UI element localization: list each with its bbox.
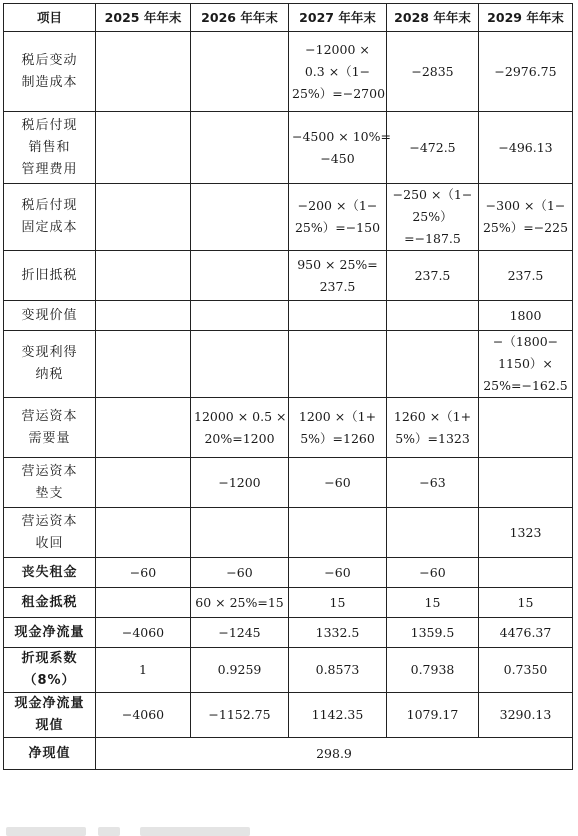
blurred-text-1 — [6, 827, 86, 836]
header-year-2028: 2028 年年末 — [387, 4, 479, 32]
value-cell — [96, 558, 191, 588]
table-row — [4, 398, 573, 458]
value-line: 1 — [139, 662, 147, 677]
value-line: −200 ×（1− — [297, 198, 378, 213]
value-cell — [191, 458, 289, 508]
value-line: 25%）=−2700 — [292, 85, 386, 101]
row-label-line: 垫支 — [35, 485, 64, 501]
value-cell — [289, 458, 387, 508]
row-label-line: （8%） — [23, 673, 76, 688]
value-cell — [479, 331, 573, 398]
value-cell — [387, 398, 479, 458]
empty-cell — [96, 251, 191, 301]
row-label-line: 营运资本 — [21, 513, 78, 529]
value-line: 5%）=1260 — [300, 430, 375, 446]
row-label-line: 销售和 — [28, 139, 71, 155]
row-label-line: 变现价值 — [21, 307, 78, 323]
empty-cell — [96, 458, 191, 508]
row-label-line: 固定成本 — [21, 220, 78, 235]
value-cell — [289, 184, 387, 251]
row-label — [4, 648, 96, 693]
value-line: −300 ×（1− — [485, 198, 566, 213]
value-line: −2835 — [411, 63, 454, 79]
table-body — [4, 32, 573, 738]
value-line: −60 — [324, 474, 351, 490]
value-line: 1142.35 — [311, 707, 364, 722]
empty-cell — [191, 301, 289, 331]
empty-cell — [479, 458, 573, 508]
value-cell — [387, 184, 479, 251]
value-line: 0.3 ×（1− — [304, 63, 371, 79]
empty-cell — [96, 301, 191, 331]
value-cell — [289, 558, 387, 588]
value-line: 4476.37 — [499, 624, 552, 640]
table-row — [4, 508, 573, 558]
header-year-2026: 2026 年年末 — [191, 4, 289, 32]
row-label-line: 税后付现 — [21, 117, 78, 133]
table-row — [4, 184, 573, 251]
empty-cell — [387, 301, 479, 331]
empty-cell — [191, 32, 289, 112]
value-line: −60 — [419, 564, 446, 580]
value-cell — [387, 32, 479, 112]
empty-cell — [387, 508, 479, 558]
value-cell — [289, 618, 387, 648]
table-row — [4, 251, 573, 301]
empty-cell — [191, 184, 289, 251]
table-row — [4, 112, 573, 184]
value-line: 0.7350 — [503, 662, 548, 677]
value-line: 15 — [329, 594, 346, 610]
value-line: −2976.75 — [494, 63, 557, 79]
value-line: 3290.13 — [499, 707, 552, 722]
empty-cell — [191, 331, 289, 398]
table-row — [4, 331, 573, 398]
row-label-line: 税后付现 — [21, 198, 78, 213]
row-label — [4, 618, 96, 648]
row-label — [4, 588, 96, 618]
value-line: −4500 × 10%= — [292, 128, 391, 144]
row-label-line: 现值 — [35, 718, 64, 733]
value-line: −1152.75 — [208, 707, 271, 722]
npv-label: 净现值 — [4, 738, 96, 770]
value-line: −4060 — [121, 624, 165, 640]
value-line: −250 ×（1− — [392, 187, 473, 202]
value-cell — [479, 648, 573, 693]
npv-value: 298.9 — [96, 738, 573, 770]
empty-cell — [479, 558, 573, 588]
value-cell — [479, 588, 573, 618]
value-line: 950 × 25%= — [297, 256, 378, 272]
row-label — [4, 251, 96, 301]
value-line: −496.13 — [498, 139, 553, 155]
value-line: −450 — [320, 150, 355, 166]
header-year-2025: 2025 年年末 — [96, 4, 191, 32]
header-item: 项目 — [4, 4, 96, 32]
empty-cell — [96, 588, 191, 618]
value-cell — [387, 558, 479, 588]
empty-cell — [96, 112, 191, 184]
value-cell — [289, 693, 387, 738]
row-label-line: 营运资本 — [21, 408, 78, 424]
empty-cell — [191, 508, 289, 558]
value-line: −12000 × — [305, 41, 370, 57]
value-cell — [387, 588, 479, 618]
table-row — [4, 458, 573, 508]
value-line: 12000 × 0.5 × — [194, 408, 287, 424]
value-line: 5%）=1323 — [395, 430, 470, 446]
row-label-line: 制造成本 — [21, 74, 78, 90]
table-row — [4, 588, 573, 618]
value-cell — [289, 251, 387, 301]
value-line: −60 — [324, 564, 351, 580]
row-label-line: 收回 — [35, 535, 64, 551]
value-cell — [191, 558, 289, 588]
value-cell — [289, 648, 387, 693]
row-label-line: 现金净流量 — [14, 696, 85, 711]
table-row — [4, 693, 573, 738]
row-label — [4, 693, 96, 738]
npv-cashflow-table-sheet — [3, 3, 573, 770]
row-label-line: 税后变动 — [21, 52, 78, 68]
npv-row — [4, 738, 573, 770]
value-cell — [289, 32, 387, 112]
value-line: −1200 — [218, 474, 261, 490]
value-cell — [479, 301, 573, 331]
row-label-line: 纳税 — [35, 367, 64, 382]
empty-cell — [96, 32, 191, 112]
value-cell — [191, 588, 289, 618]
value-line: 60 × 25%=15 — [195, 594, 284, 610]
empty-cell — [289, 508, 387, 558]
value-cell — [479, 32, 573, 112]
value-line: 1332.5 — [315, 624, 360, 640]
row-label-line: 租金抵税 — [21, 594, 78, 610]
value-line: 237.5 — [507, 267, 544, 283]
row-label — [4, 458, 96, 508]
row-label — [4, 301, 96, 331]
row-label — [4, 112, 96, 184]
table-row — [4, 32, 573, 112]
value-line: 25%） — [412, 209, 453, 224]
value-cell — [479, 508, 573, 558]
value-line: 1260 ×（1+ — [393, 408, 472, 424]
value-line: 0.8573 — [315, 662, 360, 677]
value-line: −63 — [419, 474, 446, 490]
row-label — [4, 558, 96, 588]
value-cell — [191, 398, 289, 458]
value-line: −60 — [226, 564, 253, 580]
blurred-text-2 — [98, 827, 120, 836]
row-label — [4, 398, 96, 458]
row-label-line: 折旧抵税 — [21, 267, 78, 283]
value-line: −60 — [129, 564, 157, 580]
value-cell — [96, 693, 191, 738]
value-cell — [479, 184, 573, 251]
blurred-text-3 — [140, 827, 250, 836]
value-cell — [479, 618, 573, 648]
row-label — [4, 184, 96, 251]
row-label-line: 管理费用 — [21, 161, 78, 177]
table-row — [4, 301, 573, 331]
value-cell — [387, 648, 479, 693]
value-line: 1359.5 — [410, 624, 455, 640]
value-line: 1800 — [509, 307, 542, 323]
header-year-2029: 2029 年年末 — [479, 4, 573, 32]
value-line: 1323 — [509, 524, 542, 540]
value-line: =−187.5 — [404, 231, 461, 246]
value-cell — [96, 648, 191, 693]
value-line: 25%）=−225 — [482, 220, 569, 235]
row-label-line: 丧失租金 — [21, 564, 78, 580]
row-label-line: 需要量 — [28, 430, 71, 446]
empty-cell — [96, 184, 191, 251]
value-cell — [479, 251, 573, 301]
value-line: −4060 — [121, 707, 165, 722]
value-line: 15 — [424, 594, 441, 610]
value-cell — [387, 618, 479, 648]
value-line: 0.7938 — [410, 662, 455, 677]
value-cell — [479, 112, 573, 184]
empty-cell — [96, 508, 191, 558]
value-line: −1245 — [218, 624, 261, 640]
value-line: 0.9259 — [217, 662, 262, 677]
value-line: 1079.17 — [406, 707, 459, 722]
row-label-line: 现金净流量 — [14, 624, 85, 640]
row-label-line: 变现利得 — [21, 345, 78, 360]
value-line: 15 — [517, 594, 534, 610]
empty-cell — [289, 331, 387, 398]
empty-cell — [479, 398, 573, 458]
empty-cell — [96, 398, 191, 458]
table-row — [4, 558, 573, 588]
header-year-2027: 2027 年年末 — [289, 4, 387, 32]
cashflow-table — [3, 3, 573, 770]
value-cell — [387, 458, 479, 508]
empty-cell — [191, 251, 289, 301]
row-label-line: 折现系数 — [21, 651, 78, 666]
empty-cell — [191, 112, 289, 184]
value-line: 237.5 — [414, 267, 451, 283]
empty-cell — [387, 331, 479, 398]
value-line: 20%=1200 — [204, 430, 275, 446]
value-cell — [96, 618, 191, 648]
empty-cell — [289, 301, 387, 331]
table-row — [4, 618, 573, 648]
value-line: 237.5 — [319, 278, 356, 294]
page-footer-blur — [0, 824, 578, 836]
value-line: 25%）=−150 — [294, 220, 381, 235]
header-row — [4, 4, 573, 32]
value-cell — [387, 693, 479, 738]
value-cell — [289, 588, 387, 618]
row-label — [4, 508, 96, 558]
value-line: 1150）× — [498, 356, 553, 371]
value-cell — [479, 693, 573, 738]
value-cell — [191, 648, 289, 693]
value-cell — [191, 693, 289, 738]
table-row — [4, 648, 573, 693]
value-cell — [387, 251, 479, 301]
value-cell — [387, 112, 479, 184]
row-label — [4, 32, 96, 112]
row-label-line: 营运资本 — [21, 463, 78, 479]
row-label — [4, 331, 96, 398]
value-line: 25%=−162.5 — [483, 378, 568, 393]
value-line: −472.5 — [409, 139, 456, 155]
value-line: −（1800− — [492, 334, 559, 349]
value-cell — [289, 398, 387, 458]
value-cell — [289, 112, 391, 184]
value-line: 1200 ×（1+ — [298, 408, 377, 424]
empty-cell — [96, 331, 191, 398]
value-cell — [191, 618, 289, 648]
